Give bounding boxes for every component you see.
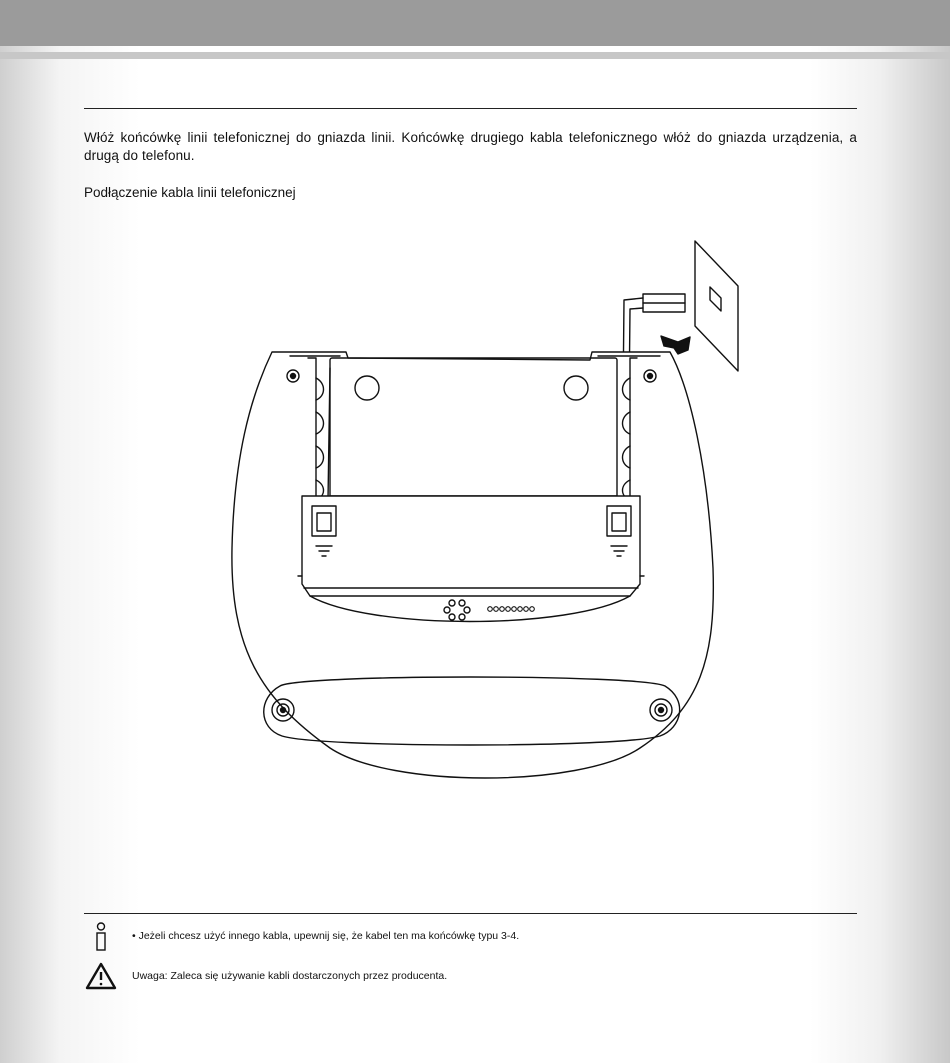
instruction-paragraph: Włóż końcówkę linii telefonicznej do gniazda linii. Końcówkę drugiego kabla telefonicznego włóż do gniazda urządzenia, a drugą do telefonu. (84, 130, 857, 163)
header-stripe (0, 52, 950, 59)
info-note-text: • Jeżeli chcesz użyć innego kabla, upewnij się, że kabel ten ma końcówkę typu 3-4. (132, 930, 520, 942)
header-bar (0, 0, 950, 46)
top-rule (84, 108, 857, 109)
notes-rule (84, 913, 857, 914)
info-icon (94, 922, 108, 957)
phone-base-line-connection-illustration (220, 238, 750, 798)
connection-figure (220, 238, 750, 798)
warning-icon (84, 961, 118, 996)
warning-note-text: Uwaga: Zaleca się używanie kabli dostarczonych przez producenta. (132, 970, 448, 982)
figure-caption: Podłączenie kabla linii telefonicznej (84, 185, 296, 200)
